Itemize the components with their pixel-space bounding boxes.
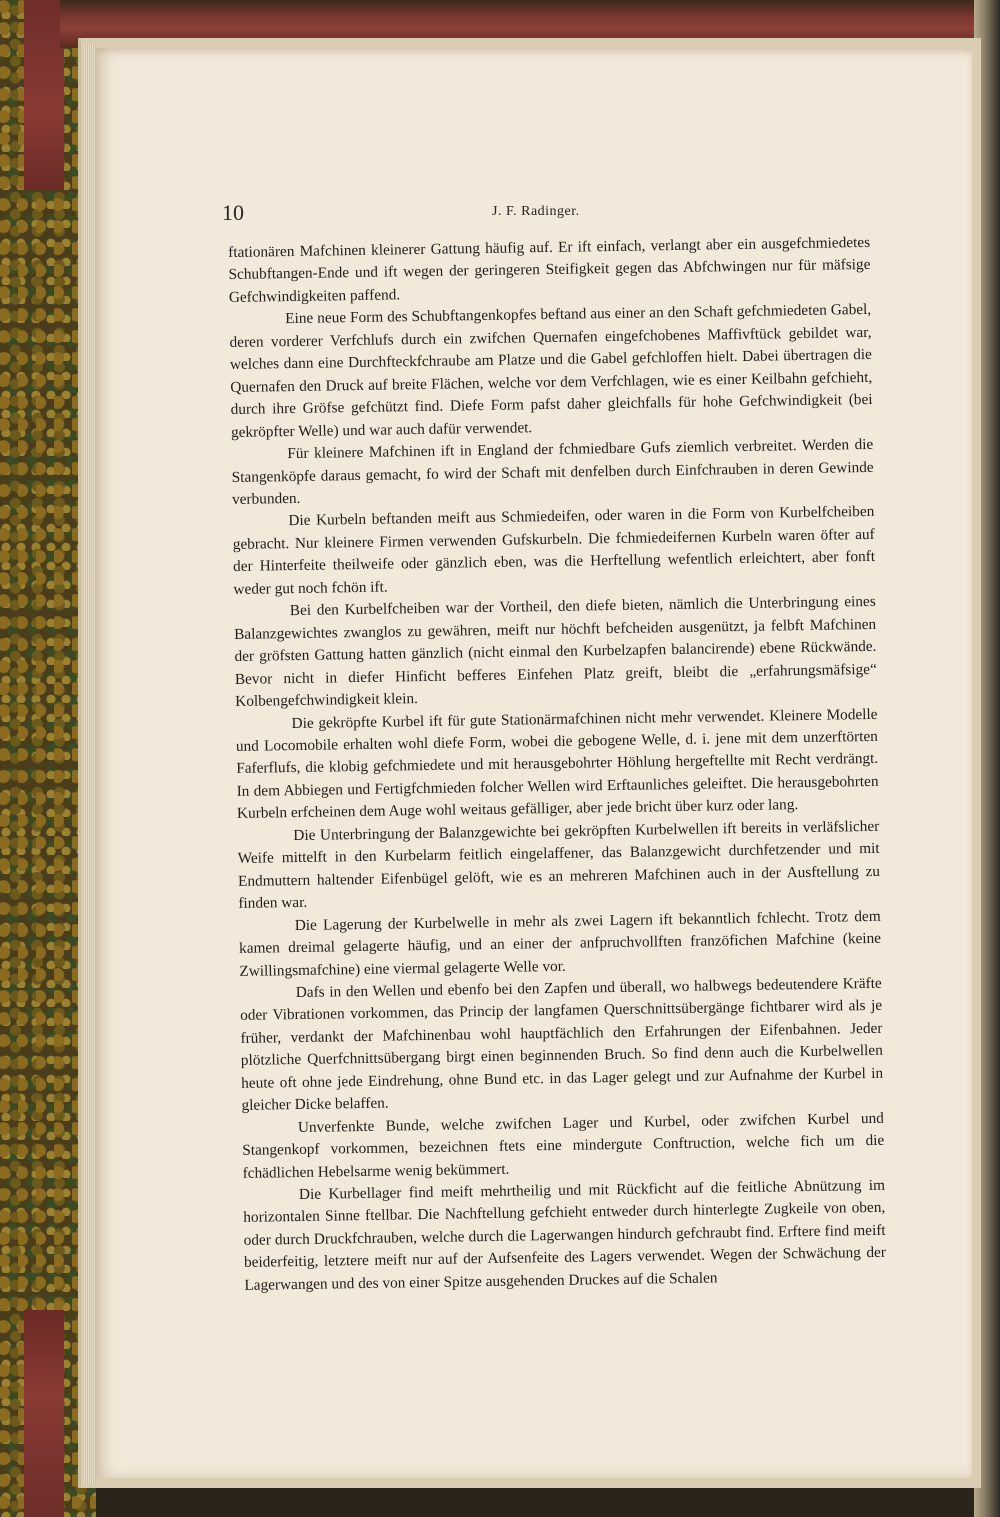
paragraph: Die gekröpfte Kurbel ift für gute Stationärmafchinen nicht mehr verwendet. Kleinere Modelle und Locomobile erhalten wohl diefe Form, wobei die gebogene Welle, d. i. jene mit dem unzerftörten Faferflufs, die klobig gefchmiedete und mit herausgebohrter Höhlung hergeftellte mit Recht verdrängt. In dem Abbiegen und Fertigfchmieden folcher Wellen wird Erftaunliches geleiftet. Die herausgebohrten Kurbeln erfcheinen dem Auge wohl weitaus gefälliger, aber jede bricht über kurz oder lang.	[235, 705, 879, 823]
paragraph: Dafs in den Wellen und ebenfo bei den Zapfen und überall, wo halbwegs bedeutendere Kräfte oder Vibrationen vorkommen, das Princip der langfamen Querschnittsübergänge fichtbarer wird als je früher, verdankt der Mafchinenbau wohl hauptfächlich den Erfahrungen der Eifenbahnen. Jeder plötzliche Querfchnittsübergang birgt einen beginnenden Bruch. So find denn auch die Kurbelwellen heute oft ohne jede Eindrehung, ohne Bund etc. in das Lager gelegt und zur Aufnahme der Kurbel in gleicher Dicke belaffen.	[240, 974, 884, 1115]
page-header	[222, 200, 872, 230]
paragraph-continued: ftationären Mafchinen kleinerer Gattung häufig auf. Er ift einfach, verlangt aber ein ausgefchmiedetes Schubftangen-Ende und ift wegen der geringeren Steifigkeit gegen das Abfchwingen nur für mäfsige Gefchwindigkeiten paffend.	[228, 233, 871, 306]
paragraph: Die Unterbringung der Balanzgewichte bei gekröpften Kurbelwellen ift bereits in verläfslicher Weife mittelft in den Kurbelarm feitlich eingelaffener, das Balanzgewicht durchfetzender und mit Endmuttern haltender Eifenbügel gelöft, wie es an mehreren Mafchinen auch in der Ausftellung zu finden war.	[237, 817, 881, 913]
page-number: 10	[222, 200, 244, 225]
paragraph: Die Kurbellager find meift mehrtheilig und mit Rückficht auf die feitliche Abnützung im horizontalen Sinne ftellbar. Die Nachftellung gefchieht entweder durch hinterlegte Zugkeile von oben, oder durch Druckfchrauben, welche durch die Lagerwangen hindurch gefchraubt find. Erftere find meift beiderfeitig, letztere meift nur auf der Aufsenfeite des Lagers verwendet. Wegen der Schwächung der Lagerwangen und des von einer Spitze ausgehenden Druckes auf die Schalen	[243, 1176, 887, 1294]
spine-leather-bottom	[24, 1310, 64, 1517]
paragraph: Die Kurbeln beftanden meift aus Schmiedeifen, oder waren in die Form von Kurbelfcheiben gebracht. Nur kleinere Firmen verwenden Gufskurbeln. Die fchmiedeifernen Kurbeln waren öfter auf der Hinterfeite theilweife oder gänzlich eben, was die Herftellung wefentlich erleichtert, aber fonft weder gut noch fchön ift.	[232, 503, 876, 598]
running-head: J. F. Radinger.	[492, 204, 580, 219]
body-text	[228, 232, 886, 1297]
paragraph: Unverfenkte Bunde, welche zwifchen Lager und Kurbel, oder zwifchen Kurbel und Stangenkopf vorkommen, bezeichnen ftets eine mindergute Conftruction, welche fich um die fchädlichen Hebelsarme wenig bekümmert.	[242, 1109, 885, 1182]
paragraph: Die Lagerung der Kurbelwelle in mehr als zwei Lagern ift bekanntlich fchlecht. Trotz dem kamen dreimal gelagerte häufig, und an einer der anfpruchvollften franzöfichen Mafchine (keine Zwillingsmafchine) eine viermal gelagerte Welle vor.	[238, 907, 882, 980]
paragraph: Bei den Kurbelfcheiben war der Vortheil, den diefe bieten, nämlich die Unterbringung eines Balanzgewichtes zwanglos zu gewähren, meift nur höchft befcheiden ausgenützt, ja felbft Mafchinen der gröfsten Gattung hatten gänzlich (nicht einmal den Kurbelzapfen balancirende) ebene Rückwände. Bevor nicht in diefer Hinficht befferes Einfehen Platz greift, bleibt die „erfahrungsmäfsige“ Kolbengefchwindigkeit klein.	[234, 593, 877, 711]
paragraph: Für kleinere Mafchinen ift in England der fchmiedbare Gufs ziemlich verbreitet. Werden die Stangenköpfe daraus gemacht, fo wird der Schaft mit denfelben durch Einfchrauben in deren Gewinde verbunden.	[231, 435, 874, 508]
paragraph: Eine neue Form des Schubftangenkopfes beftand aus einer an den Schaft gefchmiedeten Gabel, deren vorderer Verfchlufs durch ein zwifchen Quernafen eingefchobenes Maffivftück gebildet war, welches dann eine Durchfteckfchraube am Platze und die Gabel gefchloffen hielt. Dabei übertragen die Quernafen den Druck auf breite Flächen, welche vor dem Verfchlagen, wie es einer Keilbahn gefchieht, durch ihre Gröfse gefchützt find. Diefe Form pafst daher gleichfalls für hohe Gefchwindigkeit (bei gekröpfter Welle) und war auch dafür verwendet.	[229, 301, 873, 441]
spine-leather-top	[24, 0, 64, 190]
page-edges	[84, 44, 96, 1484]
